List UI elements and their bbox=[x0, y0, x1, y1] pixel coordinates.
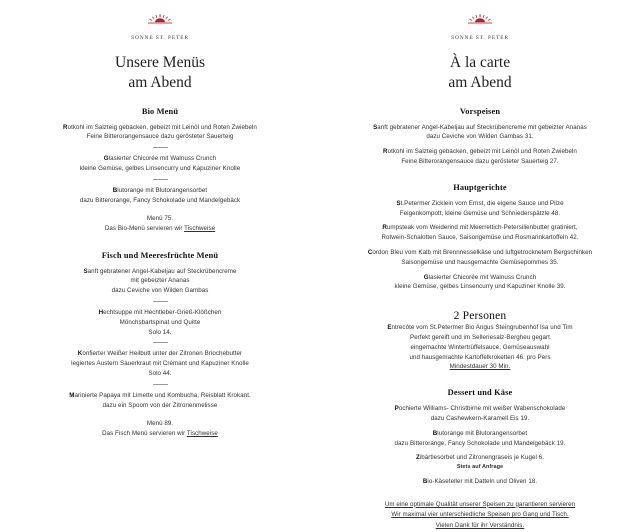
dish-initial: E bbox=[387, 324, 392, 332]
dish-line: Zibärtlesorbet und Zitronengraseis je Kugel 6. bbox=[416, 454, 544, 462]
dish-initial: Z bbox=[416, 454, 420, 462]
dish-line: Hechtsuppe mit Hechtleber-Grieß-Klößchen bbox=[98, 308, 222, 316]
menu-price-block bbox=[18, 419, 302, 439]
dish-initial: S bbox=[83, 267, 88, 275]
dish-line: Feine Bitterorangensauce dazu gerösteter Sauerteig bbox=[86, 133, 234, 141]
logo-wordmark: SONNE ST. PETER bbox=[131, 35, 189, 41]
dish-line: Cordon Bleu vom Kalb mit Brennnesselkäse und luftgetrocknetem Bergschinken bbox=[367, 249, 593, 257]
carte-section bbox=[338, 183, 622, 292]
dish-line: kleine Gemüse, gelbes Linsencurry und Kapuziner Knolle bbox=[79, 165, 241, 173]
page-title-alacarte bbox=[338, 53, 622, 93]
dish-note: Stets auf Anfrage bbox=[456, 464, 504, 471]
dish-line: dazu ein Spoom von der Zitronenmelisse bbox=[102, 401, 218, 409]
dish-initial: B bbox=[422, 477, 428, 485]
dish-initial: R bbox=[382, 224, 387, 232]
dish-line: Glasierter Chicorée mit Walnuss Crunch bbox=[103, 155, 217, 163]
carte-section bbox=[338, 388, 622, 486]
dish-line: Pochierte Williams- Christbirne mit weißer Wabenschokolade bbox=[394, 405, 566, 413]
dish-line: Entrecôte vom St.Petermer Bio Angus Steingrubenhof Isa und Tim bbox=[387, 324, 573, 332]
dish-initial: M bbox=[69, 391, 75, 399]
right-sections bbox=[338, 107, 622, 487]
dish-line: Marinierte Papaya mit Limette und Kombucha, Reisblatt Krokant. bbox=[69, 391, 251, 399]
carte-dish bbox=[338, 223, 622, 243]
page-title-line1: À la carte bbox=[449, 54, 511, 71]
menu-section bbox=[18, 107, 302, 235]
dish-line: Blutorange mit Blutorangensorbet bbox=[112, 186, 208, 194]
dish-line: mit gebeizter Ananas bbox=[130, 277, 190, 285]
dish-line: Feigenkompott, kleine Gemüse und Schniederspätzle 48. bbox=[399, 209, 561, 217]
dish-line: Glasierter Chicorée mit Walnuss Crunch bbox=[423, 273, 537, 281]
dish-line: dazu Ceviche von Wilden Gambas bbox=[111, 287, 209, 295]
dish-line: Rotwein-Schalotten Sauce, Saisongemüse und Rosmarinkartoffeln 42. bbox=[381, 234, 579, 242]
restaurant-logo bbox=[18, 14, 302, 44]
course-separator bbox=[153, 342, 168, 343]
carte-dish bbox=[338, 199, 622, 219]
menu-course bbox=[18, 308, 302, 337]
dish-line: legiertes Austern Sauerkraut mit Crémant und Kapuziner Knolle bbox=[71, 360, 249, 368]
page-title-line2: am Abend bbox=[448, 73, 512, 91]
dish-line: Menü 75. bbox=[146, 215, 174, 223]
dish-line: Rotkohl im Salzteig gebacken, gebeizt mit Leinöl und Roten Zwiebeln bbox=[63, 123, 257, 131]
dish-line: Solo 44. bbox=[148, 369, 172, 377]
dish-initial: P bbox=[394, 405, 399, 413]
footer-line: Wir maximal vier unterschiedliche Speisen pro Gang und Tisch. bbox=[391, 511, 569, 519]
section-heading: Fisch und Meeresfrüchte Menü bbox=[101, 250, 219, 260]
menu-section bbox=[18, 251, 302, 440]
dish-initial: B bbox=[112, 186, 118, 194]
page-title bbox=[18, 53, 302, 93]
carte-dish bbox=[338, 477, 622, 487]
menu-price-block bbox=[18, 214, 302, 234]
dish-line: Rumpsteak vom Weiderind mit Meerrettich-Petersilienbutter gratiniert, bbox=[382, 224, 578, 232]
course-separator bbox=[153, 301, 168, 302]
carte-dish bbox=[338, 273, 622, 293]
page-title-line1: Unsere Menüs bbox=[115, 54, 205, 71]
dish-line: und hausgemachte Kartoffelkroketten 46. pro Pers bbox=[409, 353, 551, 361]
right-menu-column bbox=[320, 0, 640, 529]
dish-line: Bio-Käseteller mit Datteln und Oliven 18. bbox=[422, 477, 538, 485]
dish-line: kleine Gemüse, gelbes Linsencurry und Kapuziner Knolle 39. bbox=[394, 283, 566, 291]
carte-dish bbox=[338, 429, 622, 449]
logo-wordmark: SONNE ST. PETER bbox=[451, 35, 509, 41]
dish-line: eingemachte Wintertrüffelsauce, Gemüseauswahl bbox=[410, 343, 550, 351]
section-heading: Hauptgerichte bbox=[453, 182, 507, 192]
dish-line: Feine Bitterorangensauce dazu gerösteter Sauerteig 27. bbox=[401, 158, 559, 166]
section-heading: 2 Personen bbox=[453, 310, 507, 323]
restaurant-logo-right bbox=[338, 14, 622, 44]
carte-dish bbox=[338, 147, 622, 167]
carte-dish bbox=[338, 453, 622, 471]
carte-dish bbox=[338, 323, 622, 372]
dish-line: Saisongemüse und hausgemachte Gemüsepommes 35. bbox=[401, 258, 559, 266]
course-separator bbox=[153, 179, 168, 180]
footer-line: Um eine optimale Qualität unserer Speisen zu garantieren servieren bbox=[384, 500, 576, 508]
dish-line: dazu Ceviche von Wilden Gambas 31. bbox=[426, 133, 534, 141]
menu-course bbox=[18, 391, 302, 411]
sun-rays-logo-icon bbox=[338, 14, 622, 25]
dish-initial: G bbox=[103, 155, 109, 163]
dish-initial: B bbox=[432, 429, 438, 437]
dish-initial: K bbox=[77, 350, 83, 358]
carte-dish bbox=[338, 248, 622, 268]
menu-course bbox=[18, 186, 302, 206]
dish-initial: S bbox=[373, 123, 378, 131]
dish-line: St.Petermer Zicklein vom Ernst, die eigene Sauce und Pilze bbox=[396, 199, 564, 207]
dish-line: Menü 89. bbox=[146, 420, 174, 428]
dish-line: Mönchsbartspinat und Quitte bbox=[119, 318, 201, 326]
dish-line: Perfekt gereift und im Selleriesalz-Bergheu gegart bbox=[410, 334, 550, 342]
dish-line: dazu Bitterorange, Fancy Schokolade und Mandelgebäck 19. bbox=[394, 439, 566, 447]
footer-note bbox=[338, 500, 622, 532]
dish-line: Sanft gebratener Angel-Kabeljau auf Steckrübencreme bbox=[83, 267, 237, 275]
dish-condition: Mindestdauer 30 Min. bbox=[449, 363, 511, 371]
dish-line: Konfierter Weißer Heilbutt unter der Zitronen Briochebutter bbox=[77, 350, 243, 358]
menu-course bbox=[18, 267, 302, 296]
carte-section bbox=[338, 310, 622, 372]
sun-rays-logo-icon bbox=[18, 14, 302, 25]
underlined-term: Tischweise bbox=[186, 430, 218, 438]
dish-line: Rotkohl im Salzteig gebacken, gebeizt mit Leinöl und Roten Zwiebeln bbox=[383, 148, 577, 156]
dish-initial: C bbox=[367, 249, 373, 257]
course-separator bbox=[153, 384, 168, 385]
section-heading: Dessert und Käse bbox=[447, 388, 513, 398]
section-heading: Bio Menü bbox=[141, 106, 179, 116]
left-sections bbox=[18, 107, 302, 440]
carte-section bbox=[338, 107, 622, 167]
left-menu-column bbox=[0, 0, 320, 453]
dish-line: dazu Bitterorange, Fancy Schokolade und Mandelgebäck bbox=[79, 196, 241, 204]
dish-line: dazu Cashewkern-Karamell Eis 19. bbox=[430, 415, 530, 422]
dish-line: Solo 14. bbox=[148, 328, 172, 336]
dish-line: Sanft gebratener Angel-Kabeljau auf Steckrübencreme mit gebeizter Ananas bbox=[373, 123, 587, 131]
dish-initial: R bbox=[63, 123, 68, 131]
menu-course bbox=[18, 154, 302, 174]
dish-initial: R bbox=[383, 148, 388, 156]
dish-initial: H bbox=[98, 308, 104, 316]
dish-line: Das Bio-Menü servieren wir Tischweise bbox=[104, 225, 216, 233]
footer-line: Vielen Dank für ihr Verständnis. bbox=[435, 521, 525, 529]
menu-course bbox=[18, 123, 302, 143]
carte-dish bbox=[338, 123, 622, 143]
dish-initial: G bbox=[423, 273, 429, 281]
carte-dish bbox=[338, 404, 622, 424]
underlined-term: Tischweise bbox=[184, 225, 216, 233]
dish-line: Das Fisch Menü servieren wir Tischweise bbox=[102, 430, 218, 438]
section-heading: Vorspeisen bbox=[459, 106, 501, 116]
page-title-line2: am Abend bbox=[128, 73, 192, 91]
dish-initial: S bbox=[396, 199, 401, 207]
course-separator bbox=[153, 147, 168, 148]
menu-course bbox=[18, 349, 302, 378]
dish-line: Blutorange mit Blutorangensorbet bbox=[432, 429, 528, 437]
